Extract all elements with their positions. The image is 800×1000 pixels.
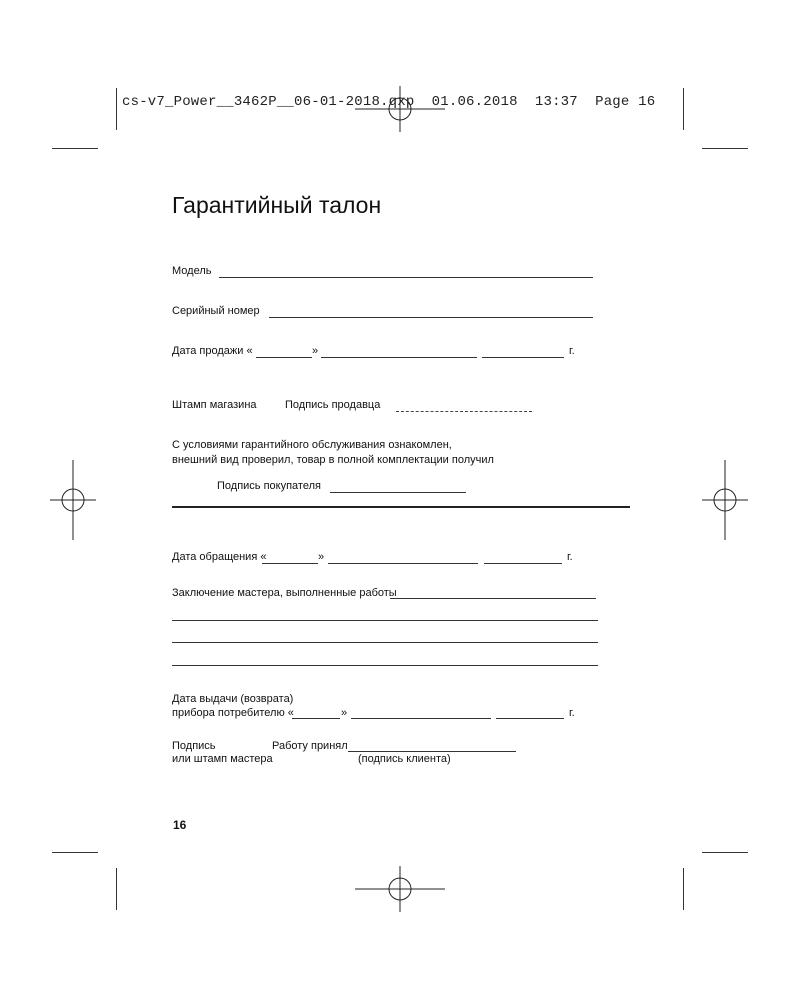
work-accepted-signature-field[interactable] <box>348 751 516 752</box>
return-date-year-suffix: г. <box>569 707 575 719</box>
print-header-time: 13:37 <box>534 94 578 110</box>
crop-mark-right-bottom-horizontal <box>702 852 748 853</box>
sale-date-year-field[interactable] <box>482 357 564 358</box>
master-conclusion-field[interactable] <box>390 598 596 599</box>
crop-mark-left-top-horizontal <box>52 148 98 149</box>
sale-date-day-field[interactable] <box>256 357 312 358</box>
model-field[interactable] <box>219 277 593 278</box>
client-signature-note: (подпись клиента) <box>358 753 451 765</box>
store-stamp-label: Штамп магазина <box>172 399 257 411</box>
return-date-month-field[interactable] <box>351 718 491 719</box>
seller-signature-label: Подпись продавца <box>285 399 381 411</box>
return-date-year-field[interactable] <box>496 718 564 719</box>
master-signature-label-line2: или штамп мастера <box>172 753 273 765</box>
crop-mark-left-bottom-horizontal <box>52 852 98 853</box>
request-date-label: Дата обращения « <box>172 551 267 563</box>
buyer-signature-field[interactable] <box>330 492 466 493</box>
print-header-date: 01.06.2018 <box>431 94 518 110</box>
model-label: Модель <box>172 265 212 277</box>
print-header-filename: cs-v7_Power__3462P__06-01-2018.qxp <box>122 94 415 110</box>
serial-number-label: Серийный номер <box>172 305 260 317</box>
request-date-day-field[interactable] <box>262 563 318 564</box>
master-conclusion-line-2[interactable] <box>172 620 598 621</box>
return-date-day-field[interactable] <box>292 718 340 719</box>
registration-mark-left-icon <box>50 460 96 540</box>
crop-mark-bottom-left-vertical <box>116 868 117 910</box>
request-date-month-field[interactable] <box>328 563 478 564</box>
request-date-quote-close: » <box>318 551 325 563</box>
sale-date-year-suffix: г. <box>569 345 575 357</box>
crop-mark-right-top-horizontal <box>702 148 748 149</box>
registration-mark-top-icon <box>355 86 445 132</box>
request-date-year-field[interactable] <box>484 563 562 564</box>
seller-signature-field[interactable] <box>396 411 532 412</box>
print-header-page: Page 16 <box>595 94 656 110</box>
serial-number-field[interactable] <box>269 317 593 318</box>
master-signature-label-line1: Подпись <box>172 740 216 752</box>
sale-date-month-field[interactable] <box>321 357 477 358</box>
buyer-signature-label: Подпись покупателя <box>217 480 321 492</box>
master-conclusion-line-3[interactable] <box>172 642 598 643</box>
return-date-label-line2: прибора потребителю « <box>172 707 294 719</box>
crop-mark-top-right-vertical <box>683 88 684 130</box>
agreement-text-line1: С условиями гарантийного обслуживания ознакомлен, <box>172 439 452 451</box>
crop-mark-bottom-right-vertical <box>683 868 684 910</box>
return-date-quote-close: » <box>341 707 348 719</box>
agreement-text-line2: внешний вид проверил, товар в полной комплектации получил <box>172 454 494 466</box>
master-conclusion-line-4[interactable] <box>172 665 598 666</box>
return-date-label-line1: Дата выдачи (возврата) <box>172 693 294 705</box>
page-title: Гарантийный талон <box>172 192 382 218</box>
sale-date-quote-close: » <box>312 345 319 357</box>
page-number: 16 <box>173 818 187 832</box>
master-conclusion-label: Заключение мастера, выполненные работы <box>172 587 397 599</box>
registration-mark-right-icon <box>702 460 748 540</box>
crop-mark-top-left-vertical <box>116 88 117 130</box>
sale-date-label: Дата продажи « <box>172 345 253 357</box>
registration-mark-bottom-icon <box>355 866 445 912</box>
request-date-year-suffix: г. <box>567 551 573 563</box>
work-accepted-label: Работу принял <box>272 740 348 752</box>
tear-off-divider <box>172 506 630 508</box>
